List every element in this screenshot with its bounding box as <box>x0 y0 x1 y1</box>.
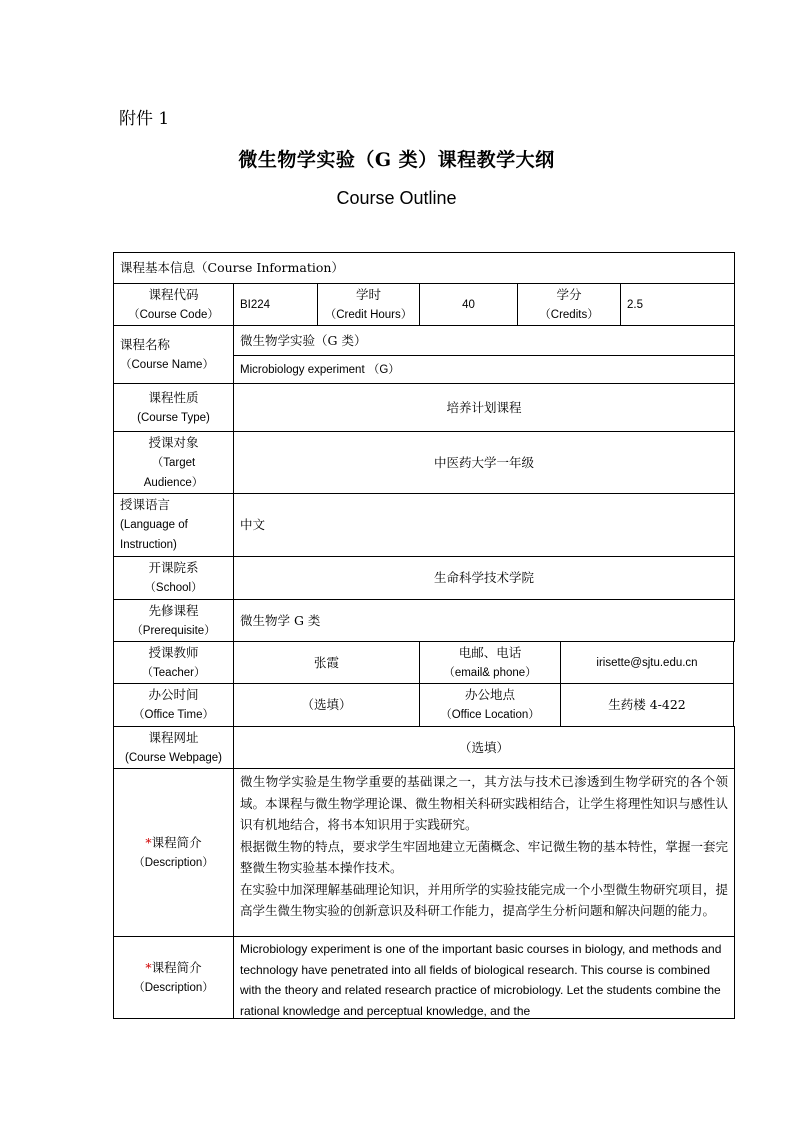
webpage-value: （选填） <box>458 739 509 755</box>
audience-label-cn: 授课对象 <box>148 434 199 450</box>
credits-label-cell <box>517 283 621 326</box>
language-label-en-1: (Language of <box>120 519 188 531</box>
document-subtitle: Course Outline <box>336 188 457 208</box>
course-type-label-cn: 课程性质 <box>148 389 199 405</box>
description-label-cn-2: 课程简介 <box>151 959 202 975</box>
teacher-value-cell <box>233 641 420 684</box>
course-name-en-cell <box>233 355 735 384</box>
description-en-text: Microbiology experiment is one of the important basic courses in biology, and methods and technology have penetrated into all fields of biological research. This course is combined with the theory and related research practice of microbiology. Let the students combine the rational knowledge and perceptual knowledge, and the <box>240 942 722 1018</box>
school-value: 生命科学技术学院 <box>433 570 534 585</box>
credit-hours-label-cn: 学时 <box>355 286 381 302</box>
description-cn-label-cell <box>113 768 234 937</box>
section-title: 课程基本信息（Course Information） <box>120 260 344 275</box>
required-asterisk-2: * <box>145 959 152 975</box>
description-cn-paragraph-1: 微生物学实验是生物学重要的基础课之一，其方法与技术已渗透到生物学研究的各个领域。本课程与微生物学理论课、微生物相关科研实践相结合，让学生将理性知识与感性认识有机地结合，将书本知识用于实践研究。 <box>240 774 728 832</box>
description-label-en-2: （Description） <box>133 981 214 994</box>
prerequisite-label-en: （Prerequisite） <box>131 624 216 637</box>
prerequisite-value: 微生物学 G 类 <box>240 612 321 628</box>
course-type-value-cell <box>233 383 735 432</box>
course-type-value: 培养计划课程 <box>446 399 522 415</box>
teacher-label-cell <box>113 641 234 684</box>
contact-label-cell <box>419 641 561 684</box>
office-time-value-cell <box>233 683 420 727</box>
course-code-value: BI224 <box>240 298 271 311</box>
credit-hours-label-en: （Credit Hours） <box>324 308 413 321</box>
description-en-label-cell <box>113 936 234 1019</box>
contact-value: irisette@sjtu.edu.cn <box>596 656 698 669</box>
language-label-cell <box>113 493 234 557</box>
office-time-value: （选填） <box>301 697 352 712</box>
course-name-label-en: （Course Name） <box>120 358 214 371</box>
office-time-label-cn: 办公时间 <box>148 687 199 702</box>
teacher-label-en: （Teacher） <box>141 666 206 679</box>
contact-label-cn: 电邮、电话 <box>458 644 522 660</box>
audience-label-cell <box>113 431 234 494</box>
webpage-label-cell <box>113 726 234 769</box>
course-code-value-cell <box>233 283 318 326</box>
course-name-cn-cell <box>233 325 735 356</box>
prerequisite-label-cell <box>113 599 234 642</box>
language-value: 中文 <box>240 517 266 532</box>
course-name-en: Microbiology experiment （G） <box>240 363 400 376</box>
teacher-label-cn: 授课教师 <box>148 644 199 660</box>
language-value-cell <box>233 493 735 557</box>
course-name-label-cn: 课程名称 <box>120 336 171 352</box>
credits-value-cell <box>620 283 735 326</box>
credits-label-en: （Credits） <box>539 308 599 321</box>
school-label-cell <box>113 556 234 600</box>
contact-value-cell <box>560 641 734 684</box>
office-location-value-cell <box>560 683 734 727</box>
course-code-label-cell <box>113 283 234 326</box>
audience-label-en-2: Audience） <box>143 476 204 489</box>
description-cn-paragraph-2: 根据微生物的特点，要求学生牢固地建立无菌概念、牢记微生物的基本特性，掌握一套完整微生物实验基本操作技术。 <box>240 838 728 875</box>
course-name-cn: 微生物学实验（G 类） <box>240 332 367 348</box>
attachment-label: 附件 1 <box>119 109 170 129</box>
office-time-label-cell <box>113 683 234 727</box>
school-label-cn: 开课院系 <box>148 560 199 575</box>
credits-value: 2.5 <box>627 298 643 311</box>
prerequisite-value-cell <box>233 599 735 642</box>
credit-hours-value-cell <box>419 283 518 326</box>
prerequisite-label-cn: 先修课程 <box>148 602 199 618</box>
section-title-cell <box>113 252 735 284</box>
course-type-label-en: (Course Type) <box>137 411 210 424</box>
audience-label-en-1: （Target <box>151 456 196 469</box>
webpage-label-cn: 课程网址 <box>148 729 199 745</box>
webpage-label-en: (Course Webpage) <box>125 751 222 764</box>
contact-label-en: （email& phone） <box>443 666 537 679</box>
course-code-label-cn: 课程代码 <box>148 286 199 302</box>
credits-label-cn: 学分 <box>556 286 582 302</box>
webpage-value-cell <box>233 726 735 769</box>
description-label-cn: 课程简介 <box>151 834 202 850</box>
office-time-label-en: （Office Time） <box>133 709 214 721</box>
credit-hours-value: 40 <box>462 298 475 311</box>
teacher-value: 张霞 <box>313 654 339 670</box>
office-location-value: 生药楼 4-422 <box>608 697 686 712</box>
description-cn-value-cell <box>233 768 735 937</box>
required-asterisk: * <box>145 834 152 850</box>
office-location-label-cell <box>419 683 561 727</box>
description-label-en: （Description） <box>133 856 214 869</box>
school-value-cell <box>233 556 735 600</box>
school-label-en: （School） <box>144 582 203 594</box>
description-cn-paragraph-3: 在实验中加深理解基础理论知识，并用所学的实验技能完成一个小型微生物研究项目，提高学生微生物实验的创新意识及科研工作能力，提高学生分析问题和解决问题的能力。 <box>240 881 728 918</box>
office-location-label-cn: 办公地点 <box>464 687 515 702</box>
audience-value: 中医药大学一年级 <box>433 454 534 470</box>
course-code-label-en: （Course Code） <box>128 308 219 321</box>
course-name-label-cell <box>113 325 234 384</box>
language-label-en-2: Instruction) <box>120 539 177 551</box>
language-label-cn: 授课语言 <box>120 497 171 512</box>
audience-value-cell <box>233 431 735 494</box>
office-location-label-en: （Office Location） <box>440 709 540 721</box>
course-type-label-cell <box>113 383 234 432</box>
credit-hours-label-cell <box>317 283 420 326</box>
description-en-value-cell <box>233 936 735 1019</box>
document-title: 微生物学实验（G 类）课程教学大纲 <box>238 149 555 171</box>
